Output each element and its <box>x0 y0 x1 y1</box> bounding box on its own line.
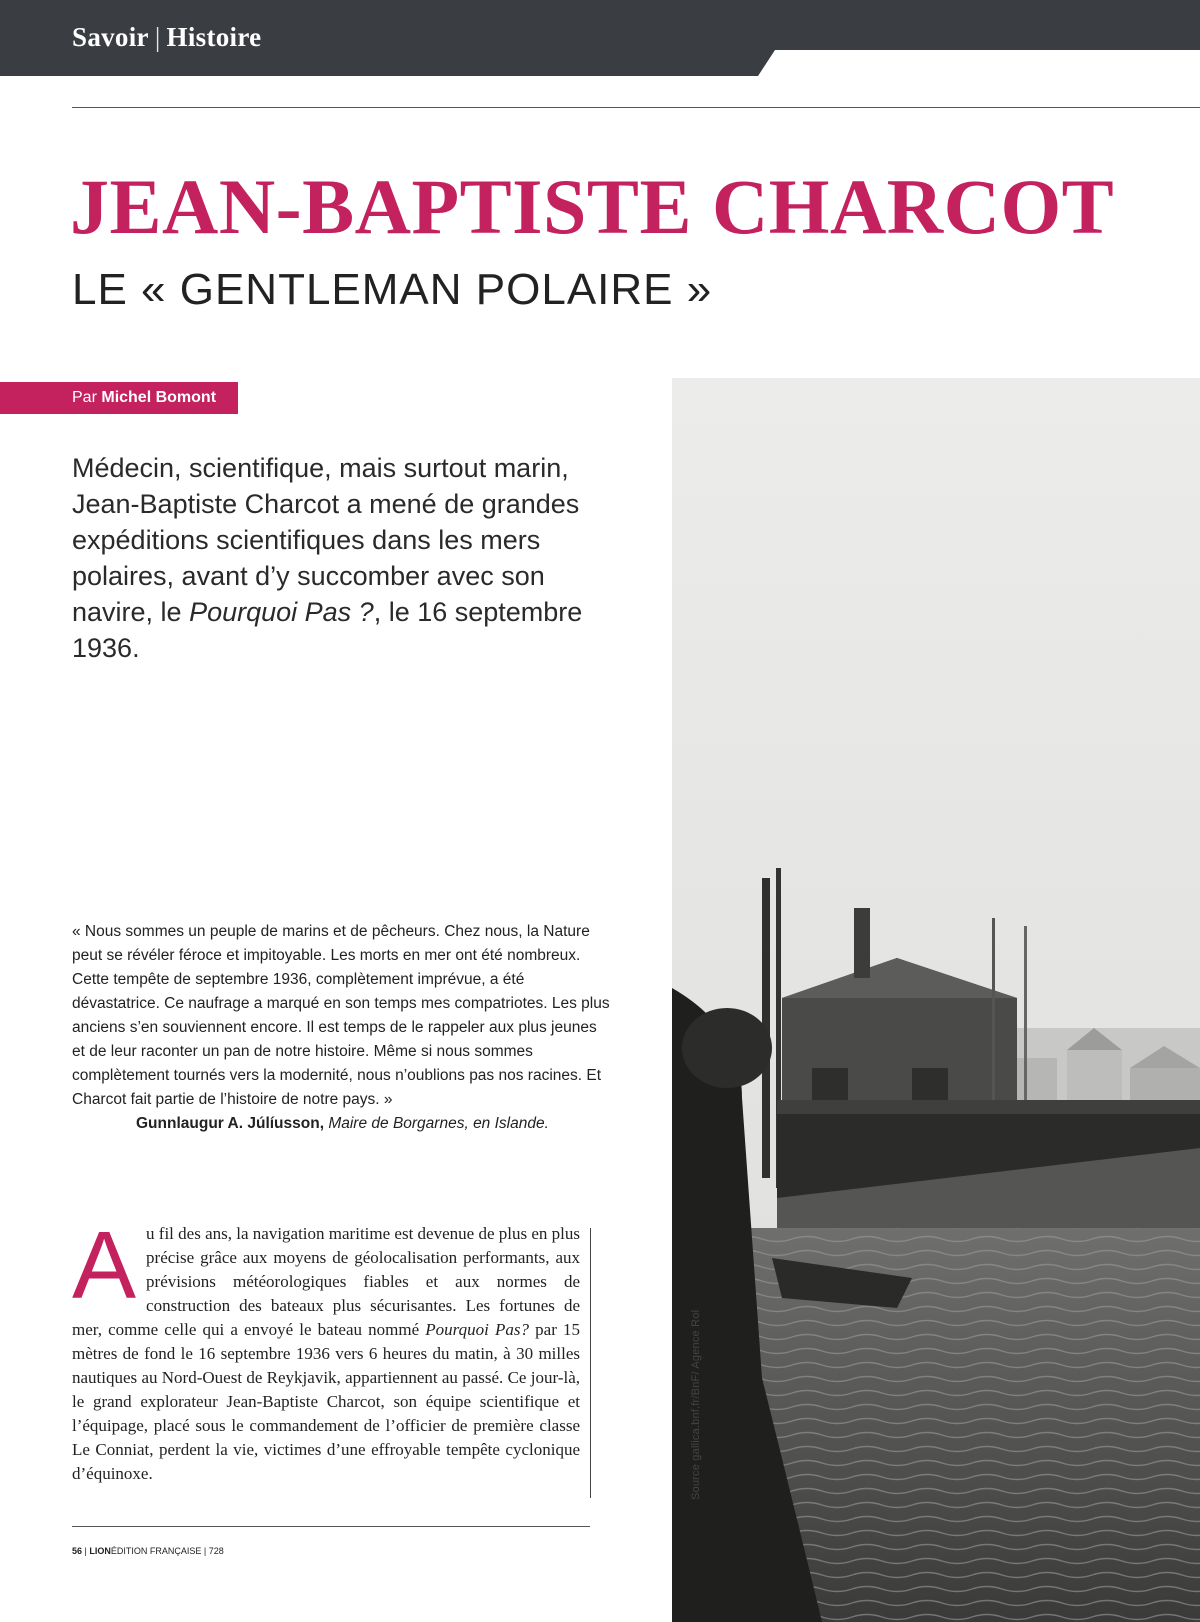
body-text-part1: u fil des ans, la navigation maritime est devenue de plus en plus précise grâce aux moyens de géolocalisation performants, aux prévisions météorologiques fiables et aux normes de construction des bateaux plus sécurisantes. Les fortunes de mer, comme celle qui a envoyé le bateau nommé <box>72 1224 580 1339</box>
article-title: JEAN-BAPTISTE CHARCOT <box>70 163 1115 250</box>
magazine-name: LION <box>89 1546 111 1556</box>
body-text-part2: par 15 mètres de fond le 16 septembre 1936 vers 6 heures du matin, à 30 milles nautiques au Nord-Ouest de Reykjavik, appartiennent au passé. Ce jour-là, le grand explorateur Jean-Baptiste Charcot, son équipe scientifique et l’équipage, placé sous le commandement de l’officier de première classe Le Conniat, perdent la vie, victimes d’une effroyable tempête cyclonique d’équinoxe. <box>72 1320 580 1483</box>
article-subtitle: LE « GENTLEMAN POLAIRE » <box>72 265 713 314</box>
author-name: Michel Bomont <box>101 389 217 406</box>
subsection-name: Histoire <box>166 22 262 52</box>
footer-rule <box>72 1526 590 1527</box>
folio-separator-1: | <box>84 1546 87 1556</box>
column-rule <box>590 1228 591 1498</box>
lead-ship-name: Pourquoi Pas ? <box>189 597 374 627</box>
section-header <box>0 0 1200 76</box>
quote-attribution <box>72 1112 612 1136</box>
byline <box>0 382 238 414</box>
lead-text-end: , le 16 septembre 1936. <box>72 597 583 663</box>
body-ship-name: Pourquoi Pas? <box>425 1320 530 1339</box>
header-rule <box>72 107 1200 108</box>
issue-number: 728 <box>208 1546 224 1556</box>
section-label <box>72 22 261 53</box>
lead-text-start: Médecin, scientifique, mais surtout marin, Jean-Baptiste Charcot a mené de grandes expéditions scientifiques dans les mers polaires, avant d’y succomber avec son navire, le <box>72 453 580 627</box>
article-body <box>72 1212 580 1486</box>
byline-prefix: Par <box>72 389 97 406</box>
section-separator: | <box>154 22 161 52</box>
harbor-photo-illustration <box>672 378 1200 1622</box>
quote-text: « Nous sommes un peuple de marins et de pêcheurs. Chez nous, la Nature peut se révéler féroce et impitoyable. Les morts en mer ont été nombreux. Cette tempête de septembre 1936, complètement imprévue, a été dévastatrice. Ce naufrage a marqué en son temps mes compatriotes. Les plus anciens s’en souviennent encore. Il est temps de le rappeler aux plus jeunes et de leur raconter un pan de notre histoire. Même si nous sommes complètement tournés vers la modernité, nous n’oublions pas nos racines. Et Charcot fait partie de l’histoire de notre pays. » <box>72 923 610 1108</box>
harbor-photo <box>672 378 1200 1622</box>
edition-name: ÉDITION FRANÇAISE <box>110 1546 202 1556</box>
section-name: Savoir <box>72 22 149 52</box>
pull-quote <box>72 920 612 1136</box>
page-folio <box>72 1546 224 1556</box>
folio-separator-2: | <box>203 1546 207 1556</box>
quote-author-role: Maire de Borgarnes, en Islande. <box>328 1115 549 1132</box>
page-number: 56 <box>72 1546 83 1556</box>
drop-cap: A <box>72 1212 137 1319</box>
quote-author: Gunnlaugur A. Júlíusson, <box>136 1115 325 1132</box>
lead-paragraph <box>72 450 632 666</box>
photo-credit: Source gallica.bnf.fr/BnF/ Agence Rol <box>690 1309 702 1500</box>
